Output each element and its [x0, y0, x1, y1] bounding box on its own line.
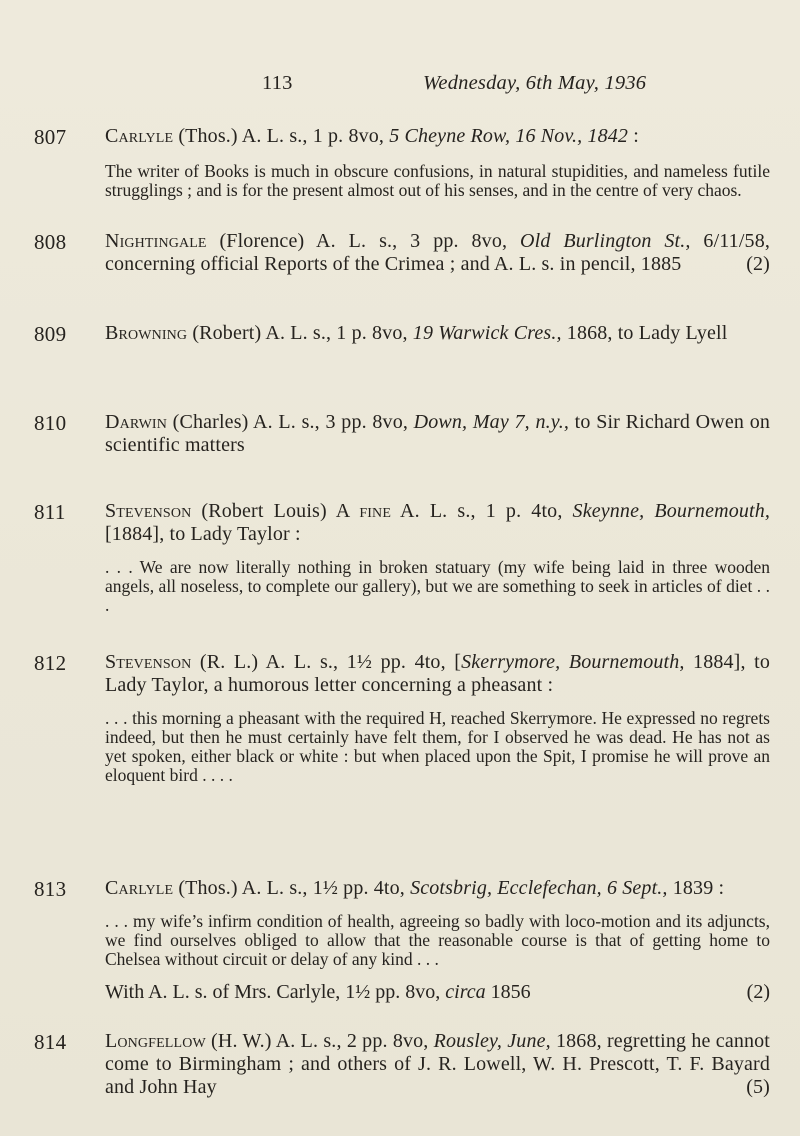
lot-entry: Carlyle (Thos.) A. L. s., 1 p. 8vo, 5 Cheyne Row, 16 Nov., 1842 : [105, 125, 639, 147]
letter-place-date: Old Burlington St., [520, 230, 691, 252]
lot-number: 813 [34, 877, 67, 901]
letter-place-date: Down, May 7, n.y., [413, 411, 570, 433]
letter-quote: The writer of Books is much in obscure confusions, in natural stupidities, and nameless futile strugglings ; and is for the present almost out of his senses, and in the centre of very chaos. [105, 161, 770, 200]
lot-entry: Stevenson (Robert Louis) A fine A. L. s., 1 p. 4to, Skeynne, Bournemouth, [1884], to Lady Taylor : [105, 500, 771, 545]
letter-quote: . . . my wife’s infirm condition of health, agreeing so badly with loco-motion and its adjuncts, we find ourselves obliged to allow that the reasonable course is that of getting home to Chelsea without circuit or delay of any kind . . . [105, 911, 770, 969]
letter-place-date: Scotsbrig, Ecclefechan, 6 Sept., [410, 877, 668, 899]
fine-descriptor: fine [359, 500, 392, 522]
lot-number: 809 [34, 322, 67, 346]
item-count: (2) [746, 981, 770, 1003]
lot-entry: Stevenson (R. L.) A. L. s., 1½ pp. 4to, [Skerrymore, Bournemouth, 1884], to Lady Taylor, a humorous letter concerning a pheasant : [105, 651, 771, 696]
sale-date: Wednesday, 6th May, 1936 [423, 72, 647, 94]
letter-place-date: Skeynne, Bournemouth, [572, 500, 771, 522]
lot-number: 808 [34, 230, 67, 254]
lot-number: 811 [34, 500, 66, 524]
letter-quote: . . . this morning a pheasant with the required H, reached Skerrymore. He expressed no regrets indeed, but then he must certainly have felt them, for I observed he was dead. He has not as yet spoken, either black or white : but when placed upon the Spit, I promise he will prove an eloquent bird . . . . [105, 708, 770, 785]
author-name: Longfellow [105, 1030, 206, 1052]
author-name: Carlyle [105, 877, 174, 899]
letter-place-date: Skerrymore, Bournemouth, [461, 651, 685, 673]
lot-entry: Darwin (Charles) A. L. s., 3 pp. 8vo, Down, May 7, n.y., to Sir Richard Owen on scientific matters [105, 411, 770, 456]
lot-description [105, 1030, 770, 1099]
author-name: Stevenson [105, 500, 192, 522]
page-number: 113 [262, 72, 293, 94]
lot-description [105, 125, 770, 200]
item-count: (2) [746, 253, 770, 275]
lot-description [105, 500, 770, 615]
author-name: Browning [105, 322, 188, 344]
lot-number: 810 [34, 411, 67, 435]
circa-label: circa [445, 981, 486, 1003]
author-name: Nightingale [105, 230, 207, 252]
lot-entry: Carlyle (Thos.) A. L. s., 1½ pp. 4to, Scotsbrig, Ecclefechan, 6 Sept., 1839 : [105, 877, 725, 899]
lot-entry: Nightingale (Florence) A. L. s., 3 pp. 8vo, Old Burlington St., 6/11/58, concerning official Reports of the Crimea ; and A. L. s. in pencil, 1885 (2) [105, 230, 770, 275]
author-name: Darwin [105, 411, 168, 433]
lot-description [105, 411, 770, 457]
author-name: Stevenson [105, 651, 192, 673]
lot-entry: Longfellow (H. W.) A. L. s., 2 pp. 8vo, Rousley, June, 1868, regretting he cannot come to Birmingham ; and others of J. R. Lowell, W. H. Prescott, T. F. Bayard and John Hay (5) [105, 1030, 770, 1098]
page-header [0, 72, 800, 102]
lot-description [105, 230, 770, 276]
lot-sub-entry: With A. L. s. of Mrs. Carlyle, 1½ pp. 8vo, circa 1856 (2) [105, 981, 770, 1003]
lot-entry: Browning (Robert) A. L. s., 1 p. 8vo, 19 Warwick Cres., 1868, to Lady Lyell [105, 322, 728, 344]
lot-description [105, 877, 770, 1004]
lot-description [105, 651, 770, 785]
lot-number: 807 [34, 125, 67, 149]
letter-quote: . . . We are now literally nothing in broken statuary (my wife being laid in three wooden angels, all noseless, to complete our gallery), but we are something to seek in articles of diet . . . [105, 557, 770, 615]
letter-place-date: 19 Warwick Cres., [412, 322, 562, 344]
lot-number: 814 [34, 1030, 67, 1054]
author-name: Carlyle [105, 125, 174, 147]
lot-description [105, 322, 770, 345]
item-count: (5) [746, 1076, 770, 1098]
letter-place-date: 5 Cheyne Row, 16 Nov., 1842 [389, 125, 629, 147]
letter-place-date: Rousley, June, [433, 1030, 551, 1052]
lot-number: 812 [34, 651, 67, 675]
